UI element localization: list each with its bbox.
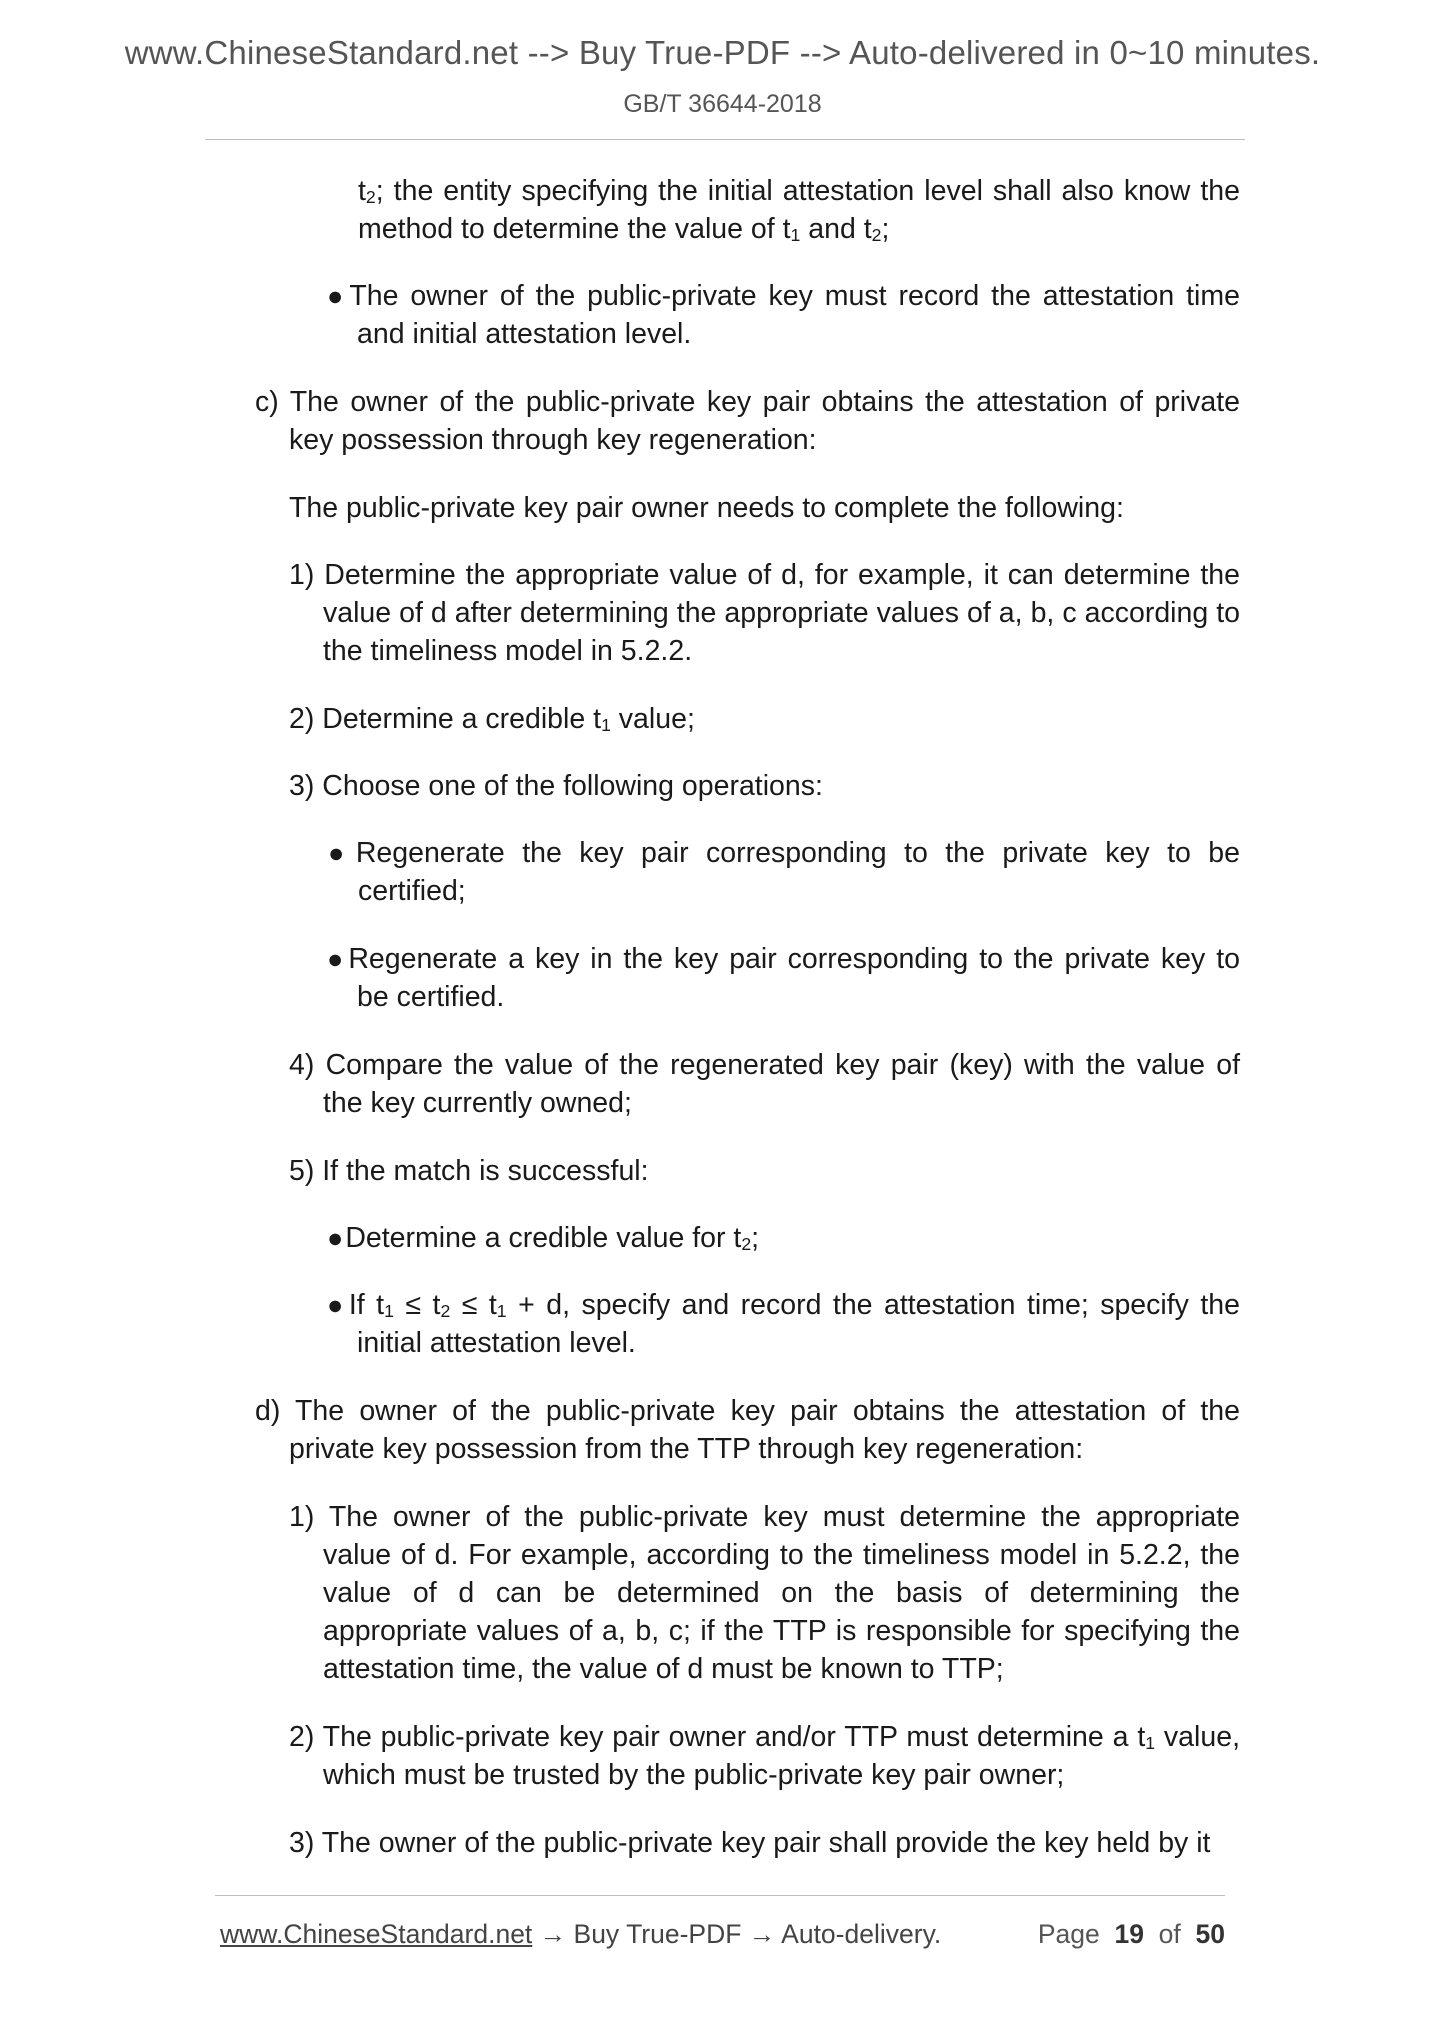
- item-d2: 2) The public-private key pair owner and/or TTP must determine a $t_1$ value, which must be trusted by the public-private key pair owner;: [289, 1721, 1240, 1791]
- item-c3: 3) Choose one of the following operations:: [289, 770, 823, 802]
- bullet-icon: ●: [327, 1223, 344, 1253]
- header-divider: [205, 139, 1245, 140]
- item-c-intro: The public-private key pair owner needs to complete the following:: [289, 492, 1124, 524]
- current-page-number: 19: [1114, 1919, 1144, 1949]
- bullet-regenerate-key: ●Regenerate a key in the key pair corresponding to the private key to be certified.: [327, 943, 1240, 1013]
- bullet-icon: ●: [327, 944, 347, 974]
- bullet-icon: ●: [327, 1290, 347, 1320]
- item-d3: 3) The owner of the public-private key pair shall provide the key held by it: [289, 1827, 1211, 1859]
- bullet-regenerate-pair: ●Regenerate the key pair corresponding to the private key to be certified;: [328, 837, 1240, 907]
- item-c-heading: c) The owner of the public-private key pair obtains the attestation of private key possession through key regeneration:: [255, 386, 1240, 456]
- item-c4: 4) Compare the value of the regenerated key pair (key) with the value of the key currently owned;: [289, 1049, 1240, 1119]
- footer-tagline: → Buy True-PDF → Auto-delivery.: [532, 1919, 942, 1949]
- footer-website-link[interactable]: www.ChineseStandard.net: [220, 1919, 533, 1949]
- bullet-icon: ●: [328, 838, 354, 868]
- bullet-record-attestation: ●The owner of the public-private key must record the attestation time and initial attestation level.: [327, 280, 1240, 350]
- bullet-credible-t2: ●Determine a credible value for $t_2$;: [327, 1222, 760, 1255]
- bullet-icon: ●: [327, 281, 348, 311]
- page-indicator: Page 19 of 50: [1037, 1919, 1225, 1949]
- item-c2: 2) Determine a credible $t_1$ value;: [289, 703, 695, 736]
- header-banner: www.ChineseStandard.net --> Buy True-PDF --> Auto-delivered in 0~10 minutes.: [124, 34, 1321, 71]
- item-c5: 5) If the match is successful:: [289, 1155, 649, 1187]
- bullet-inequality: ●If $t_1 \le t_2 \le t_1 + d$, specify and record the attestation time; specify the initial attestation level.: [327, 1289, 1240, 1359]
- item-d1: 1) The owner of the public-private key must determine the appropriate value of d. For example, according to the timeliness model in 5.2.2, the value of d can be determined on the basis of determining the appropriate values of a, b, c; if the TTP is responsible for specifying the attestation time, the value of d must be known to TTP;: [289, 1501, 1240, 1685]
- item-d-heading: d) The owner of the public-private key pair obtains the attestation of the private key possession from the TTP through key regeneration:: [255, 1395, 1240, 1465]
- standard-number: GB/T 36644-2018: [623, 90, 822, 118]
- item-c1: 1) Determine the appropriate value of d, for example, it can determine the value of d after determining the appropriate values of a, b, c according to the timeliness model in 5.2.2.: [289, 559, 1240, 667]
- footer-text: [220, 1919, 941, 1950]
- footer-divider: [215, 1895, 1225, 1896]
- bullet-continuation: $t_2$; the entity specifying the initial attestation level shall also know the method to determine the value of $t_1$ and $t_2$;: [358, 175, 1240, 246]
- total-pages: 50: [1195, 1919, 1225, 1949]
